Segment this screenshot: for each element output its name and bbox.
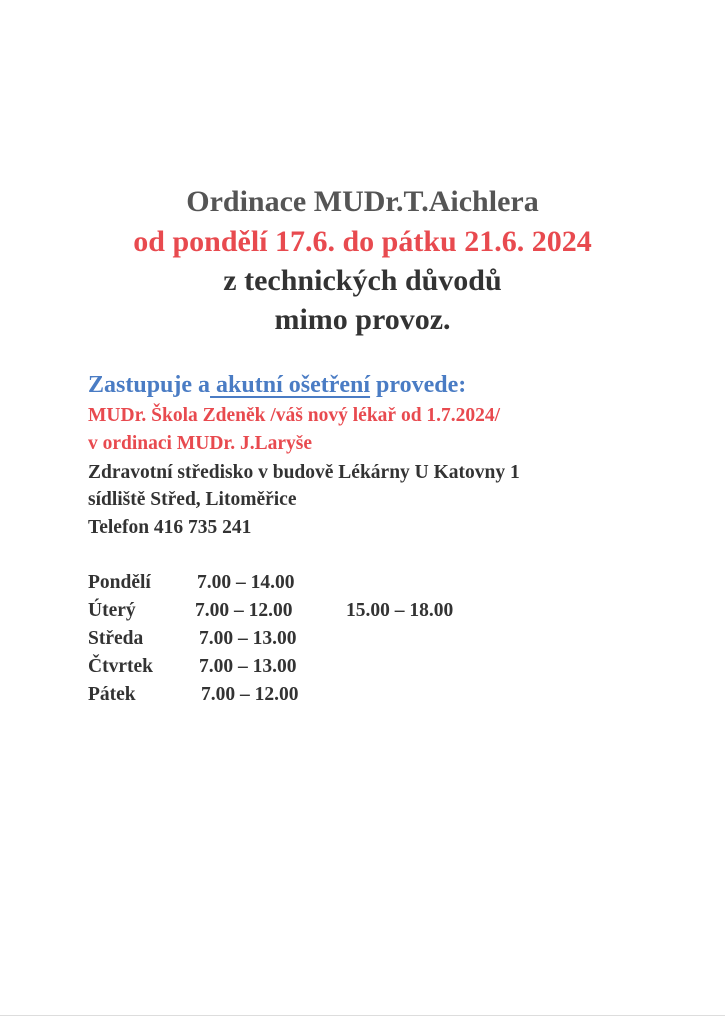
schedule-hours: 7.00 – 14.00 xyxy=(197,572,295,593)
closure-dates: od pondělí 17.6. do pátku 21.6. 2024 xyxy=(133,225,592,258)
schedule-day: Pondělí xyxy=(88,572,151,593)
scan-edge-line xyxy=(0,1015,725,1016)
schedule-hours: 7.00 – 12.00 xyxy=(201,684,299,705)
substitute-intro-underlined: akutní ošetření xyxy=(210,372,371,398)
schedule-hours: 7.00 – 13.00 xyxy=(199,656,297,677)
schedule-day: Čtvrtek xyxy=(88,656,153,677)
schedule-extra-hours: 15.00 – 18.00 xyxy=(346,600,454,621)
schedule-row xyxy=(88,571,688,595)
phone-number: Telefon 416 735 241 xyxy=(88,517,252,538)
substitute-office: v ordinaci MUDr. J.Laryše xyxy=(88,433,313,454)
substitute-intro-prefix: Zastupuje a xyxy=(88,372,211,398)
schedule-row xyxy=(88,599,688,623)
schedule-day: Středa xyxy=(88,628,144,649)
substitute-doctor: MUDr. Škola Zdeněk /váš nový lékař od 1.7.2024/ xyxy=(88,405,501,426)
schedule-hours: 7.00 – 13.00 xyxy=(199,628,297,649)
schedule-day: Pátek xyxy=(88,684,136,705)
address-line-1: Zdravotní středisko v budově Lékárny U Katovny 1 xyxy=(88,462,520,483)
substitute-intro xyxy=(88,370,466,400)
schedule-hours: 7.00 – 12.00 xyxy=(195,600,293,621)
closure-reason: z technických důvodů xyxy=(223,264,502,297)
schedule-row xyxy=(88,627,688,651)
schedule-row xyxy=(88,683,688,707)
address-line-2: sídliště Střed, Litoměřice xyxy=(88,489,297,510)
closure-status: mimo provoz. xyxy=(274,303,451,336)
clinic-title: Ordinace MUDr.T.Aichlera xyxy=(186,185,539,218)
substitute-intro-suffix: provede: xyxy=(370,372,467,398)
schedule-row xyxy=(88,655,688,679)
schedule-day: Úterý xyxy=(88,600,136,621)
